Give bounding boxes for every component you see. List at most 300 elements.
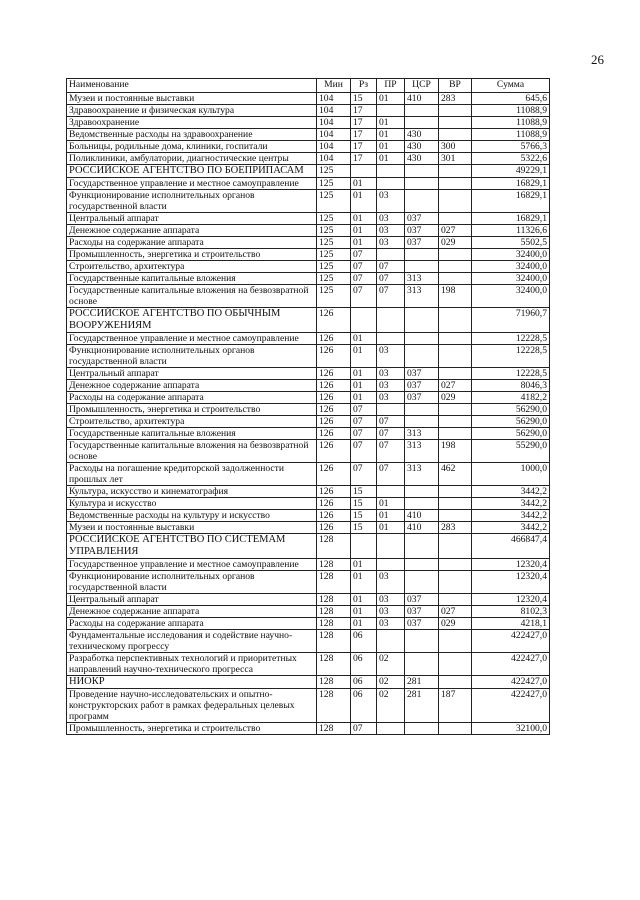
table-row bbox=[67, 723, 550, 735]
cell-min: 104 bbox=[317, 105, 351, 117]
cell-pr: 03 bbox=[377, 571, 405, 594]
cell-rz: 17 bbox=[351, 117, 377, 129]
cell-name: Центральный аппарат bbox=[67, 213, 317, 225]
table-row bbox=[67, 559, 550, 571]
table-row bbox=[67, 333, 550, 345]
cell-rz: 01 bbox=[351, 333, 377, 345]
cell-pr: 01 bbox=[377, 129, 405, 141]
cell-sum: 12228,5 bbox=[472, 333, 550, 345]
cell-pr: 07 bbox=[377, 463, 405, 486]
cell-rz: 07 bbox=[351, 723, 377, 735]
cell-vr bbox=[439, 534, 472, 559]
cell-rz: 15 bbox=[351, 486, 377, 498]
cell-csr: 037 bbox=[405, 237, 439, 249]
cell-sum: 8046,3 bbox=[472, 380, 550, 392]
cell-pr: 07 bbox=[377, 428, 405, 440]
cell-sum: 422427,0 bbox=[472, 630, 550, 653]
cell-name: Ведомственные расходы на культуру и искусство bbox=[67, 510, 317, 522]
cell-name: Расходы на содержание аппарата bbox=[67, 392, 317, 404]
cell-csr: 430 bbox=[405, 141, 439, 153]
cell-vr bbox=[439, 630, 472, 653]
cell-rz: 17 bbox=[351, 129, 377, 141]
cell-name: Государственные капитальные вложения на безвозвратной основе bbox=[67, 285, 317, 308]
cell-vr bbox=[439, 368, 472, 380]
cell-name: Здравоохранение и физическая культура bbox=[67, 105, 317, 117]
cell-rz: 01 bbox=[351, 368, 377, 380]
cell-csr bbox=[405, 345, 439, 368]
cell-name: РОССИЙСКОЕ АГЕНТСТВО ПО СИСТЕМАМ УПРАВЛЕНИЯ bbox=[67, 534, 317, 559]
cell-csr: 430 bbox=[405, 129, 439, 141]
cell-csr bbox=[405, 498, 439, 510]
cell-csr bbox=[405, 261, 439, 273]
cell-sum: 422427,0 bbox=[472, 653, 550, 676]
cell-rz: 07 bbox=[351, 428, 377, 440]
column-header-min: Мин bbox=[317, 79, 351, 93]
cell-csr bbox=[405, 165, 439, 178]
cell-pr: 01 bbox=[377, 117, 405, 129]
cell-name: Денежное содержание аппарата bbox=[67, 225, 317, 237]
cell-rz: 07 bbox=[351, 404, 377, 416]
cell-rz: 07 bbox=[351, 416, 377, 428]
cell-sum: 466847,4 bbox=[472, 534, 550, 559]
table-row bbox=[67, 522, 550, 534]
cell-name: НИОКР bbox=[67, 676, 317, 689]
table-row bbox=[67, 440, 550, 463]
cell-pr: 01 bbox=[377, 93, 405, 105]
cell-csr bbox=[405, 653, 439, 676]
cell-name: Фундаментальные исследования и содействие научно-техническому прогрессу bbox=[67, 630, 317, 653]
cell-sum: 11088,9 bbox=[472, 117, 550, 129]
table-row bbox=[67, 689, 550, 723]
cell-pr bbox=[377, 249, 405, 261]
cell-vr: 027 bbox=[439, 606, 472, 618]
cell-vr bbox=[439, 416, 472, 428]
cell-sum: 422427,0 bbox=[472, 689, 550, 723]
cell-pr: 01 bbox=[377, 141, 405, 153]
table-row bbox=[67, 380, 550, 392]
cell-pr: 03 bbox=[377, 190, 405, 213]
cell-sum: 56290,0 bbox=[472, 416, 550, 428]
column-header-sum: Сумма bbox=[472, 79, 550, 93]
cell-vr bbox=[439, 333, 472, 345]
cell-name: Поликлиники, амбулатории, диагностические центры bbox=[67, 153, 317, 165]
cell-name: Культура, искусство и кинематография bbox=[67, 486, 317, 498]
cell-name: Денежное содержание аппарата bbox=[67, 606, 317, 618]
cell-min: 126 bbox=[317, 380, 351, 392]
cell-rz: 07 bbox=[351, 249, 377, 261]
cell-vr: 187 bbox=[439, 689, 472, 723]
cell-rz: 07 bbox=[351, 273, 377, 285]
cell-min: 104 bbox=[317, 129, 351, 141]
cell-min: 126 bbox=[317, 463, 351, 486]
cell-name: Музеи и постоянные выставки bbox=[67, 522, 317, 534]
cell-sum: 16829,1 bbox=[472, 213, 550, 225]
cell-pr bbox=[377, 404, 405, 416]
table-row bbox=[67, 129, 550, 141]
cell-name: Строительство, архитектура bbox=[67, 416, 317, 428]
cell-sum: 49229,1 bbox=[472, 165, 550, 178]
cell-min: 126 bbox=[317, 522, 351, 534]
cell-vr bbox=[439, 345, 472, 368]
cell-vr bbox=[439, 213, 472, 225]
cell-min: 126 bbox=[317, 333, 351, 345]
table-row bbox=[67, 213, 550, 225]
table-row bbox=[67, 630, 550, 653]
table-row bbox=[67, 237, 550, 249]
column-header-pr: ПР bbox=[377, 79, 405, 93]
table-row bbox=[67, 594, 550, 606]
cell-name: Государственное управление и местное самоуправление bbox=[67, 333, 317, 345]
cell-csr bbox=[405, 416, 439, 428]
cell-rz: 01 bbox=[351, 237, 377, 249]
cell-csr: 281 bbox=[405, 689, 439, 723]
cell-csr: 037 bbox=[405, 213, 439, 225]
table-row bbox=[67, 392, 550, 404]
cell-name: Государственное управление и местное самоуправление bbox=[67, 178, 317, 190]
cell-min: 125 bbox=[317, 213, 351, 225]
cell-sum: 32100,0 bbox=[472, 723, 550, 735]
table-row bbox=[67, 404, 550, 416]
cell-name: Государственные капитальные вложения bbox=[67, 273, 317, 285]
cell-pr: 03 bbox=[377, 225, 405, 237]
column-header-vr: ВР bbox=[439, 79, 472, 93]
cell-rz: 15 bbox=[351, 510, 377, 522]
cell-pr bbox=[377, 178, 405, 190]
cell-min: 126 bbox=[317, 392, 351, 404]
cell-pr bbox=[377, 723, 405, 735]
cell-name: Денежное содержание аппарата bbox=[67, 380, 317, 392]
cell-sum: 56290,0 bbox=[472, 404, 550, 416]
cell-sum: 5502,5 bbox=[472, 237, 550, 249]
cell-rz: 01 bbox=[351, 345, 377, 368]
agency-row bbox=[67, 676, 550, 689]
budget-table bbox=[66, 78, 550, 735]
cell-name: Культура и искусство bbox=[67, 498, 317, 510]
cell-csr bbox=[405, 404, 439, 416]
table-body bbox=[67, 93, 550, 735]
table-row bbox=[67, 428, 550, 440]
cell-min: 125 bbox=[317, 190, 351, 213]
cell-sum: 32400,0 bbox=[472, 249, 550, 261]
cell-rz: 17 bbox=[351, 141, 377, 153]
table-row bbox=[67, 486, 550, 498]
cell-vr bbox=[439, 510, 472, 522]
cell-name: Промышленность, энергетика и строительство bbox=[67, 249, 317, 261]
cell-csr: 313 bbox=[405, 273, 439, 285]
cell-csr: 037 bbox=[405, 380, 439, 392]
cell-csr: 313 bbox=[405, 440, 439, 463]
table-row bbox=[67, 653, 550, 676]
cell-name: Государственное управление и местное самоуправление bbox=[67, 559, 317, 571]
table-row bbox=[67, 273, 550, 285]
table-row bbox=[67, 141, 550, 153]
cell-csr: 037 bbox=[405, 618, 439, 630]
cell-sum: 1000,0 bbox=[472, 463, 550, 486]
cell-rz bbox=[351, 534, 377, 559]
cell-min: 126 bbox=[317, 510, 351, 522]
cell-csr bbox=[405, 190, 439, 213]
cell-sum: 11088,9 bbox=[472, 129, 550, 141]
table-row bbox=[67, 190, 550, 213]
cell-pr: 02 bbox=[377, 653, 405, 676]
cell-sum: 3442,2 bbox=[472, 510, 550, 522]
cell-vr bbox=[439, 559, 472, 571]
cell-name: Разработка перспективных технологий и приоритетных направлений научно-технического прогресса bbox=[67, 653, 317, 676]
cell-csr: 037 bbox=[405, 225, 439, 237]
cell-csr: 037 bbox=[405, 606, 439, 618]
cell-name: Музеи и постоянные выставки bbox=[67, 93, 317, 105]
cell-min: 126 bbox=[317, 428, 351, 440]
cell-pr: 07 bbox=[377, 273, 405, 285]
cell-sum: 645,6 bbox=[472, 93, 550, 105]
cell-pr bbox=[377, 559, 405, 571]
cell-sum: 12320,4 bbox=[472, 559, 550, 571]
agency-row bbox=[67, 165, 550, 178]
cell-csr bbox=[405, 117, 439, 129]
cell-min: 128 bbox=[317, 594, 351, 606]
cell-min: 104 bbox=[317, 153, 351, 165]
cell-name: Государственные капитальные вложения bbox=[67, 428, 317, 440]
cell-csr bbox=[405, 249, 439, 261]
cell-pr bbox=[377, 630, 405, 653]
cell-vr: 283 bbox=[439, 93, 472, 105]
cell-vr: 027 bbox=[439, 225, 472, 237]
column-header-csr: ЦСР bbox=[405, 79, 439, 93]
cell-min: 104 bbox=[317, 117, 351, 129]
page-number: 26 bbox=[591, 52, 604, 67]
cell-min: 125 bbox=[317, 285, 351, 308]
cell-vr bbox=[439, 249, 472, 261]
cell-name: Центральный аппарат bbox=[67, 368, 317, 380]
cell-csr: 037 bbox=[405, 368, 439, 380]
cell-name: Расходы на погашение кредиторской задолженности прошлых лет bbox=[67, 463, 317, 486]
cell-csr bbox=[405, 486, 439, 498]
cell-rz: 07 bbox=[351, 285, 377, 308]
cell-csr bbox=[405, 534, 439, 559]
cell-vr bbox=[439, 571, 472, 594]
table-row bbox=[67, 153, 550, 165]
cell-rz: 07 bbox=[351, 261, 377, 273]
cell-rz: 06 bbox=[351, 689, 377, 723]
cell-pr: 07 bbox=[377, 285, 405, 308]
cell-vr bbox=[439, 178, 472, 190]
cell-sum: 11088,9 bbox=[472, 105, 550, 117]
cell-vr bbox=[439, 117, 472, 129]
cell-sum: 422427,0 bbox=[472, 676, 550, 689]
cell-sum: 11326,6 bbox=[472, 225, 550, 237]
cell-name: Центральный аппарат bbox=[67, 594, 317, 606]
cell-min: 128 bbox=[317, 689, 351, 723]
cell-csr bbox=[405, 308, 439, 333]
cell-pr: 07 bbox=[377, 416, 405, 428]
cell-csr bbox=[405, 723, 439, 735]
cell-pr: 02 bbox=[377, 676, 405, 689]
cell-min: 128 bbox=[317, 534, 351, 559]
cell-vr: 198 bbox=[439, 440, 472, 463]
cell-vr bbox=[439, 190, 472, 213]
cell-csr: 037 bbox=[405, 392, 439, 404]
cell-csr bbox=[405, 105, 439, 117]
cell-csr bbox=[405, 630, 439, 653]
cell-min: 125 bbox=[317, 165, 351, 178]
cell-pr: 02 bbox=[377, 689, 405, 723]
cell-rz: 01 bbox=[351, 571, 377, 594]
cell-rz: 01 bbox=[351, 190, 377, 213]
cell-name: Государственные капитальные вложения на безвозвратной основе bbox=[67, 440, 317, 463]
table-row bbox=[67, 249, 550, 261]
cell-vr bbox=[439, 404, 472, 416]
cell-vr: 301 bbox=[439, 153, 472, 165]
cell-pr: 01 bbox=[377, 522, 405, 534]
cell-sum: 71960,7 bbox=[472, 308, 550, 333]
table-row bbox=[67, 368, 550, 380]
cell-rz: 01 bbox=[351, 392, 377, 404]
cell-min: 126 bbox=[317, 368, 351, 380]
cell-sum: 32400,0 bbox=[472, 261, 550, 273]
cell-rz bbox=[351, 308, 377, 333]
cell-csr: 430 bbox=[405, 153, 439, 165]
cell-min: 126 bbox=[317, 308, 351, 333]
cell-name: Функционирование исполнительных органов государственной власти bbox=[67, 190, 317, 213]
cell-pr: 03 bbox=[377, 392, 405, 404]
cell-pr: 03 bbox=[377, 618, 405, 630]
table-row bbox=[67, 463, 550, 486]
cell-csr: 037 bbox=[405, 594, 439, 606]
table-row bbox=[67, 117, 550, 129]
cell-sum: 16829,1 bbox=[472, 178, 550, 190]
cell-vr: 283 bbox=[439, 522, 472, 534]
cell-vr bbox=[439, 308, 472, 333]
cell-min: 128 bbox=[317, 676, 351, 689]
cell-pr: 03 bbox=[377, 213, 405, 225]
table-row bbox=[67, 416, 550, 428]
cell-csr bbox=[405, 559, 439, 571]
cell-pr: 03 bbox=[377, 606, 405, 618]
cell-vr bbox=[439, 273, 472, 285]
cell-sum: 8102,3 bbox=[472, 606, 550, 618]
table-row bbox=[67, 571, 550, 594]
cell-min: 128 bbox=[317, 653, 351, 676]
cell-vr: 300 bbox=[439, 141, 472, 153]
cell-name: Промышленность, энергетика и строительство bbox=[67, 404, 317, 416]
cell-vr bbox=[439, 261, 472, 273]
table-row bbox=[67, 105, 550, 117]
cell-pr: 01 bbox=[377, 510, 405, 522]
cell-rz: 15 bbox=[351, 498, 377, 510]
cell-vr bbox=[439, 428, 472, 440]
cell-vr bbox=[439, 498, 472, 510]
cell-pr bbox=[377, 534, 405, 559]
cell-name: РОССИЙСКОЕ АГЕНТСТВО ПО БОЕПРИПАСАМ bbox=[67, 165, 317, 178]
cell-csr: 281 bbox=[405, 676, 439, 689]
cell-vr: 029 bbox=[439, 618, 472, 630]
cell-name: Проведение научно-исследовательских и опытно-конструкторских работ в рамках федеральных целевых программ bbox=[67, 689, 317, 723]
table-row bbox=[67, 618, 550, 630]
cell-min: 128 bbox=[317, 571, 351, 594]
table-row bbox=[67, 285, 550, 308]
cell-min: 104 bbox=[317, 93, 351, 105]
table-header-row bbox=[67, 79, 550, 93]
cell-rz: 17 bbox=[351, 153, 377, 165]
cell-pr: 03 bbox=[377, 380, 405, 392]
cell-sum: 12228,5 bbox=[472, 345, 550, 368]
table-row bbox=[67, 345, 550, 368]
cell-vr bbox=[439, 165, 472, 178]
cell-min: 104 bbox=[317, 141, 351, 153]
cell-name: Больницы, родильные дома, клиники, госпитали bbox=[67, 141, 317, 153]
cell-vr bbox=[439, 653, 472, 676]
cell-name: Строительство, архитектура bbox=[67, 261, 317, 273]
table-row bbox=[67, 606, 550, 618]
cell-pr bbox=[377, 308, 405, 333]
cell-pr: 03 bbox=[377, 594, 405, 606]
cell-pr bbox=[377, 105, 405, 117]
cell-pr: 03 bbox=[377, 368, 405, 380]
cell-sum: 32400,0 bbox=[472, 285, 550, 308]
column-header-rz: Рз bbox=[351, 79, 377, 93]
cell-rz: 01 bbox=[351, 559, 377, 571]
cell-min: 126 bbox=[317, 498, 351, 510]
cell-min: 128 bbox=[317, 723, 351, 735]
cell-vr: 029 bbox=[439, 392, 472, 404]
cell-name: Расходы на содержание аппарата bbox=[67, 618, 317, 630]
cell-name: РОССИЙСКОЕ АГЕНТСТВО ПО ОБЫЧНЫМ ВООРУЖЕНИЯМ bbox=[67, 308, 317, 333]
cell-vr: 462 bbox=[439, 463, 472, 486]
cell-rz: 07 bbox=[351, 440, 377, 463]
cell-min: 125 bbox=[317, 178, 351, 190]
cell-rz: 01 bbox=[351, 213, 377, 225]
cell-pr bbox=[377, 165, 405, 178]
cell-csr bbox=[405, 178, 439, 190]
cell-name: Ведомственные расходы на здравоохранение bbox=[67, 129, 317, 141]
table-row bbox=[67, 498, 550, 510]
cell-name: Функционирование исполнительных органов государственной власти bbox=[67, 571, 317, 594]
cell-pr bbox=[377, 486, 405, 498]
cell-csr: 313 bbox=[405, 463, 439, 486]
table-row bbox=[67, 178, 550, 190]
cell-csr: 410 bbox=[405, 93, 439, 105]
cell-rz: 01 bbox=[351, 380, 377, 392]
table-row bbox=[67, 510, 550, 522]
cell-sum: 32400,0 bbox=[472, 273, 550, 285]
cell-sum: 4218,1 bbox=[472, 618, 550, 630]
cell-vr bbox=[439, 129, 472, 141]
cell-vr: 198 bbox=[439, 285, 472, 308]
cell-vr bbox=[439, 723, 472, 735]
cell-pr: 03 bbox=[377, 345, 405, 368]
cell-name: Расходы на содержание аппарата bbox=[67, 237, 317, 249]
cell-rz: 01 bbox=[351, 594, 377, 606]
cell-csr: 313 bbox=[405, 428, 439, 440]
cell-sum: 5766,3 bbox=[472, 141, 550, 153]
cell-csr: 410 bbox=[405, 510, 439, 522]
cell-sum: 55290,0 bbox=[472, 440, 550, 463]
cell-vr: 029 bbox=[439, 237, 472, 249]
cell-rz: 06 bbox=[351, 630, 377, 653]
table-row bbox=[67, 261, 550, 273]
cell-sum: 3442,2 bbox=[472, 522, 550, 534]
cell-sum: 3442,2 bbox=[472, 486, 550, 498]
cell-rz: 01 bbox=[351, 225, 377, 237]
agency-row bbox=[67, 534, 550, 559]
cell-rz: 15 bbox=[351, 522, 377, 534]
cell-sum: 56290,0 bbox=[472, 428, 550, 440]
cell-sum: 12320,4 bbox=[472, 594, 550, 606]
cell-rz: 01 bbox=[351, 178, 377, 190]
cell-min: 128 bbox=[317, 618, 351, 630]
cell-name: Промышленность, энергетика и строительство bbox=[67, 723, 317, 735]
cell-min: 128 bbox=[317, 606, 351, 618]
